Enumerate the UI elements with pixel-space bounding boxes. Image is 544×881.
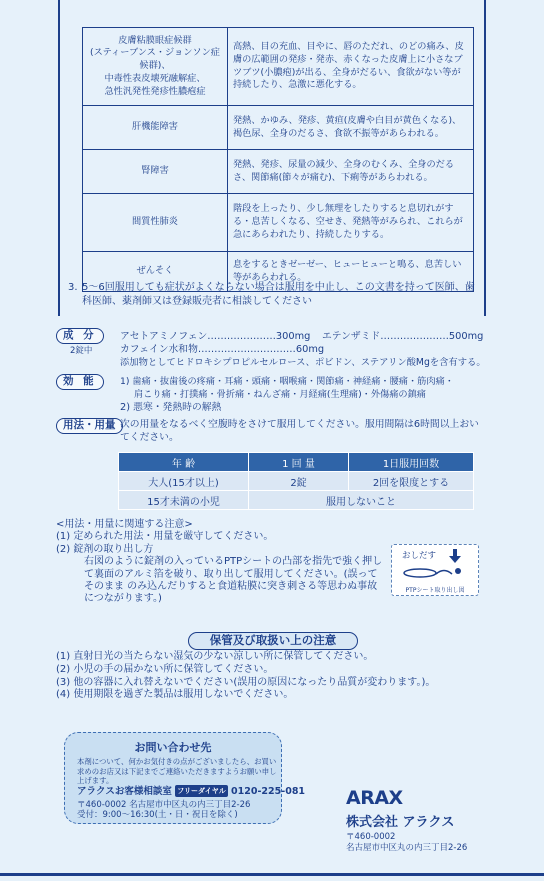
table-row [83, 150, 474, 194]
ingredient-acetaminophen: アセトアミノフェン…………………300mg [120, 331, 311, 342]
company-address: 名古屋市中区丸の内三丁目2-26 [346, 842, 468, 853]
list-item: (1) 直射日光の当たらない湿気の少ない涼しい所に保管してください。 [56, 651, 374, 662]
contact-center: アラクスお客様相談室 [77, 786, 172, 797]
table-row [83, 194, 474, 252]
table-row [119, 491, 474, 510]
dosage-header-times: 1日服用回数 [349, 453, 474, 472]
ingredient-ethenzamide: エテンザミド…………………500mg [322, 331, 484, 342]
contact-address: 〒460-0002 名古屋市中区丸の内三丁目2-26 [77, 800, 251, 810]
dosage-cell: 服用しないこと [249, 491, 474, 510]
dosage-cell: 大人(15才以上) [119, 472, 249, 491]
ptp-caption: PTPシート取り出し図 [405, 587, 465, 594]
bottom-divider [0, 873, 544, 876]
push-arrow-icon [448, 549, 462, 565]
efficacy-line-3: 2) 悪寒・発熱時の解熱 [120, 402, 222, 413]
table-row [119, 472, 474, 491]
frame-right-line [484, 0, 486, 316]
contact-phone-row [77, 785, 306, 798]
dosage-badge: 用法・用量 [56, 418, 123, 434]
ptp-illustration [391, 544, 479, 596]
cautions-title: <用法・用量に関連する注意> [56, 519, 193, 530]
dosage-header-amount: 1 回 量 [249, 453, 349, 472]
push-label: おしだす [402, 551, 437, 561]
ingredients-badge: 成 分 [56, 328, 104, 344]
caution-item: (1) 定められた用法・用量を厳守してください。 [56, 531, 274, 543]
efficacy-line-2: 肩こり痛・打撲痛・骨折痛・ねんざ痛・月経痛(生理痛)・外傷痛の鎮痛 [134, 389, 426, 400]
table-row [83, 28, 474, 106]
company-postal: 〒460-0002 [346, 832, 396, 842]
consult-note [68, 281, 482, 309]
company-block [346, 787, 486, 853]
side-effects-table [82, 27, 474, 292]
ingredient-caffeine: カフェイン水和物…………………………60mg [120, 344, 325, 355]
freedial-icon: フリーダイヤル [177, 787, 226, 795]
contact-box [64, 732, 306, 824]
side-effect-symptom: 高熱、目の充血、目やに、唇のただれ、のどの痛み、皮膚の広範囲の発疹・発赤、赤くなった皮膚上に小さなブツブツ(小膿疱)が出る、全身がだるい、食欲がない等が持続したり、急激に悪化する。 [228, 28, 474, 106]
storage-list [56, 651, 486, 702]
frame-left-line [58, 0, 60, 316]
contact-address-block [77, 800, 277, 820]
side-effect-name: ぜんそく [83, 252, 228, 292]
contact-title: お問い合わせ先 [134, 741, 212, 754]
dosage-cell: 2錠 [249, 472, 349, 491]
table-row [119, 453, 474, 472]
table-row [83, 106, 474, 150]
storage-title: 保管及び取扱い上の注意 [188, 632, 358, 650]
dosage-header-age: 年 齢 [119, 453, 249, 472]
note-number: 3. [68, 282, 78, 293]
contact-hours: 受付：9:00～16:30(土・日・祝日を除く) [77, 810, 238, 821]
side-effect-name: 皮膚粘膜眼症候群 (スティーブンス・ジョンソン症候群)、 中毒性表皮壊死融解症、 急性汎発性発疹性膿疱症 [83, 28, 228, 106]
side-effect-symptom: 発熱、発疹、尿量の減少、全身のむくみ、全身のだるさ、関節痛(節々が痛む)、下痢等があらわれる。 [228, 150, 474, 194]
side-effect-name: 肝機能障害 [83, 106, 228, 150]
side-effect-symptom: 発熱、かゆみ、発疹、黄疸(皮膚や白目が黄色くなる)、褐色尿、全身のだるさ、食欲不振等があらわれる。 [228, 106, 474, 150]
dosage-text: 次の用量をなるべく空腹時をさけて服用してください。服用間隔は6時間以上おいてください。 [120, 419, 479, 443]
contact-phone[interactable]: 0120-225-081 [231, 786, 306, 797]
arax-logo: ARAX [346, 787, 403, 809]
list-item: (3) 他の容器に入れ替えないでください(誤用の原因になったり品質が変わります。)。 [56, 676, 436, 688]
dosage-table [118, 452, 474, 510]
list-item: (4) 使用期限を過ぎた製品は服用しないでください。 [56, 689, 294, 701]
ingredient-additives: 添加物としてヒドロキシプロピルセルロース、ポビドン、ステアリン酸Mgを含有する。 [120, 357, 486, 368]
dosage-cell: 2回を限度とする [349, 472, 474, 491]
side-effect-symptom: 階段を上ったり、少し無理をしたりすると息切れがする・息苦しくなる、空せき、発熱等がみられ、これらが急にあらわれたり、持続したりする。 [228, 194, 474, 252]
caution-item: (2) 錠剤の取り出し方 [56, 543, 154, 555]
side-effect-symptom: 息をするときゼーゼー、ヒューヒューと鳴る、息苦しい等があらわれる。 [228, 252, 474, 292]
side-effect-name: 間質性肺炎 [83, 194, 228, 252]
side-effect-name: 腎障害 [83, 150, 228, 194]
efficacy-line-1: 1) 歯痛・抜歯後の疼痛・耳痛・頭痛・咽喉痛・関節痛・神経痛・腰痛・筋肉痛・ [120, 376, 454, 387]
caution-detail: 右図のように錠剤の入っているPTPシートの凸部を指先で強く押して裏面のアルミ箔を破り、取り出して服用してください。(誤ってそのまま のみ込んだりすると食道粘膜に突き刺さる等思わぬ事故につながります。) [84, 556, 383, 605]
list-item: (2) 小児の手の届かない所に保管してください。 [56, 663, 274, 675]
ingredients-sublabel: 2錠中 [70, 346, 93, 356]
ptp-sheet-icon [400, 565, 470, 579]
note-text: 5～6回服用しても症状がよくならない場合は服用を中止し、この文書を持って医師、歯科医師、薬剤師又は登録販売者に相談してください [82, 282, 475, 307]
company-name: 株式会社 アラクス [346, 815, 455, 830]
contact-body: 本剤について、何かお気付きの点がございましたら、お買い求めのお店又は下記までご連絡いただきますようお願い申し上げます。 [77, 757, 277, 786]
dosage-cell: 15才未満の小児 [119, 491, 249, 510]
efficacy-badge: 効 能 [56, 374, 104, 390]
